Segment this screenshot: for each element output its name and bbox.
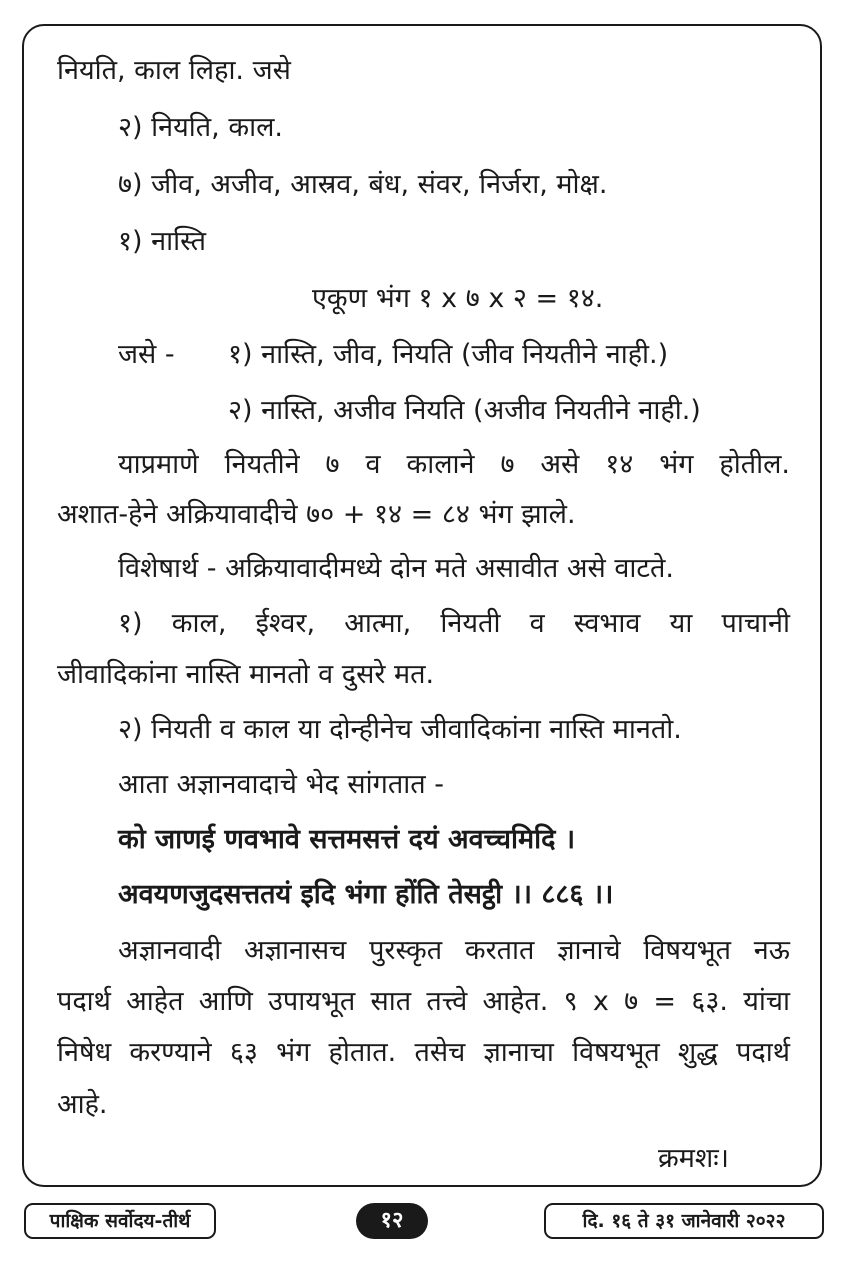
text-line: आहे. — [57, 1089, 108, 1120]
text-line: पदार्थ आहेत आणि उपायभूत सात तत्त्वे आहेत. ९ x ७ = ६३. यांचा — [57, 986, 790, 1017]
continued-label: क्रमशः। — [658, 1143, 729, 1174]
text-line: २) नियति, काल. — [118, 112, 283, 143]
text-line: ७) जीव, अजीव, आस्रव, बंध, संवर, निर्जरा, मोक्ष. — [118, 169, 608, 200]
text-line: २) नास्ति, अजीव नियति (अजीव नियतीने नाही.) — [228, 395, 701, 426]
text-line: विशेषार्थ - अक्रियावादीमध्ये दोन मते असावीत असे वाटते. — [118, 553, 674, 584]
page-number: १२ — [356, 1203, 428, 1239]
verse-line: को जाणई णवभावे सत्तमसत्तं दयं अवच्चमिदि । — [118, 824, 576, 855]
text-line: अशात-हेने अक्रियावादीचे ७० + १४ = ८४ भंग झाले. — [57, 499, 576, 530]
text-line: याप्रमाणे नियतीने ७ व कालाने ७ असे १४ भंग होतील. — [118, 449, 790, 480]
text-line: अज्ञानवादी अज्ञानासच पुरस्कृत करतात ज्ञानाचे विषयभूत नऊ — [118, 935, 790, 966]
text-line: १) काल, ईश्वर, आत्मा, नियती व स्वभाव या पाचानी — [118, 608, 790, 639]
verse-line: अवयणजुदसत्ततयं इदि भंगा होंति तेसट्ठी ।। ८८६ ।। — [118, 879, 614, 910]
text-line: जीवादिकांना नास्ति मानतो व दुसरे मत. — [57, 659, 435, 690]
text-line: आता अज्ञानवादाचे भेद सांगतात - — [118, 769, 444, 800]
issue-date: दि. १६ ते ३१ जानेवारी २०२२ — [544, 1203, 824, 1239]
text-line: १) नास्ति — [118, 226, 207, 257]
text-line: निषेध करण्याने ६३ भंग होतात. तसेच ज्ञानाचा विषयभूत शुद्ध पदार्थ — [57, 1037, 790, 1068]
example-label: जसे - — [118, 339, 175, 370]
formula-line: एकूण भंग १ x ७ x २ = १४. — [312, 283, 604, 314]
text-line: २) नियती व काल या दोन्हीनेच जीवादिकांना नास्ति मानतो. — [118, 714, 682, 745]
text-line: नियति, काल लिहा. जसे — [57, 55, 291, 86]
magazine-name: पाक्षिक सर्वोदय-तीर्थ — [24, 1203, 216, 1239]
text-line: १) नास्ति, जीव, नियति (जीव नियतीने नाही.) — [228, 339, 669, 370]
